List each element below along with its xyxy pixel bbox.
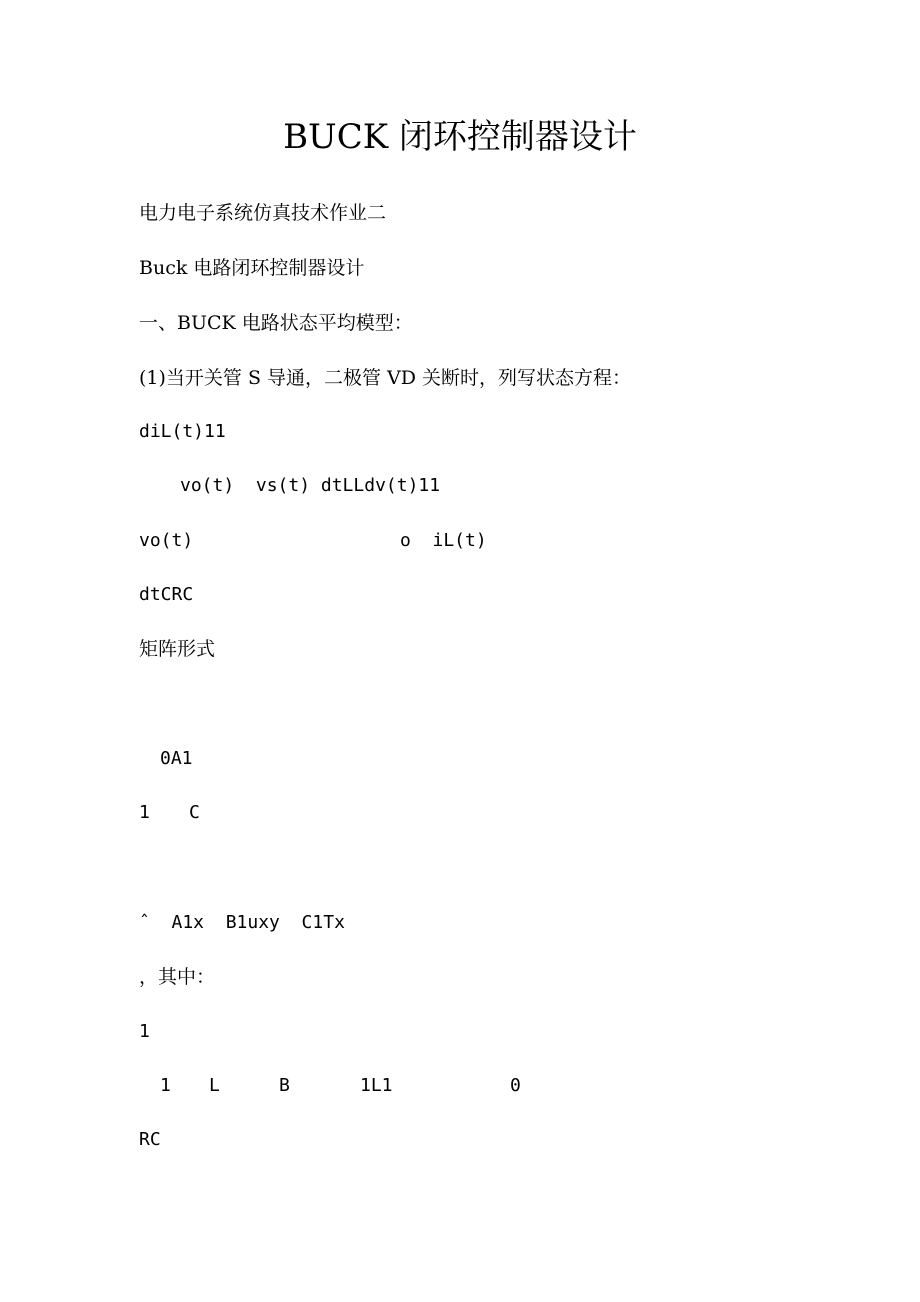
matrix-line: L bbox=[209, 1075, 220, 1096]
equation-line: o iL(t) bbox=[400, 530, 487, 551]
matrix-line: 1 bbox=[160, 1075, 171, 1096]
equation-line: diL(t)11 bbox=[139, 421, 226, 442]
matrix-line: RC bbox=[139, 1129, 161, 1150]
matrix-line: 1 bbox=[139, 802, 150, 823]
matrix-line: 0A1 bbox=[160, 748, 193, 769]
equation-line: vo(t) vs(t) dtLLdv(t)11 bbox=[180, 475, 441, 496]
paragraph-line: 矩阵形式 bbox=[139, 638, 216, 660]
paragraph-line: (1)当开关管 S 导通，二极管 VD 关断时，列写状态方程： bbox=[139, 367, 632, 389]
matrix-line: B bbox=[279, 1075, 290, 1096]
document-title: BUCK 闭环控制器设计 bbox=[283, 117, 637, 157]
matrix-line: 1L1 bbox=[360, 1075, 393, 1096]
matrix-line: 1 bbox=[139, 1021, 150, 1042]
matrix-line: 0 bbox=[510, 1075, 521, 1096]
subtitle-line: 电力电子系统仿真技术作业二 bbox=[139, 202, 387, 224]
equation-line: dtCRC bbox=[139, 584, 194, 605]
section-heading: 一、BUCK 电路状态平均模型： bbox=[139, 312, 413, 334]
matrix-line: C bbox=[189, 802, 200, 823]
section-heading: Buck 电路闭环控制器设计 bbox=[139, 257, 365, 279]
equation-line: ˆ A1x B1uxy C1Tx bbox=[139, 912, 345, 933]
equation-line: vo(t) bbox=[139, 530, 194, 551]
paragraph-line: ，其中： bbox=[139, 966, 216, 988]
